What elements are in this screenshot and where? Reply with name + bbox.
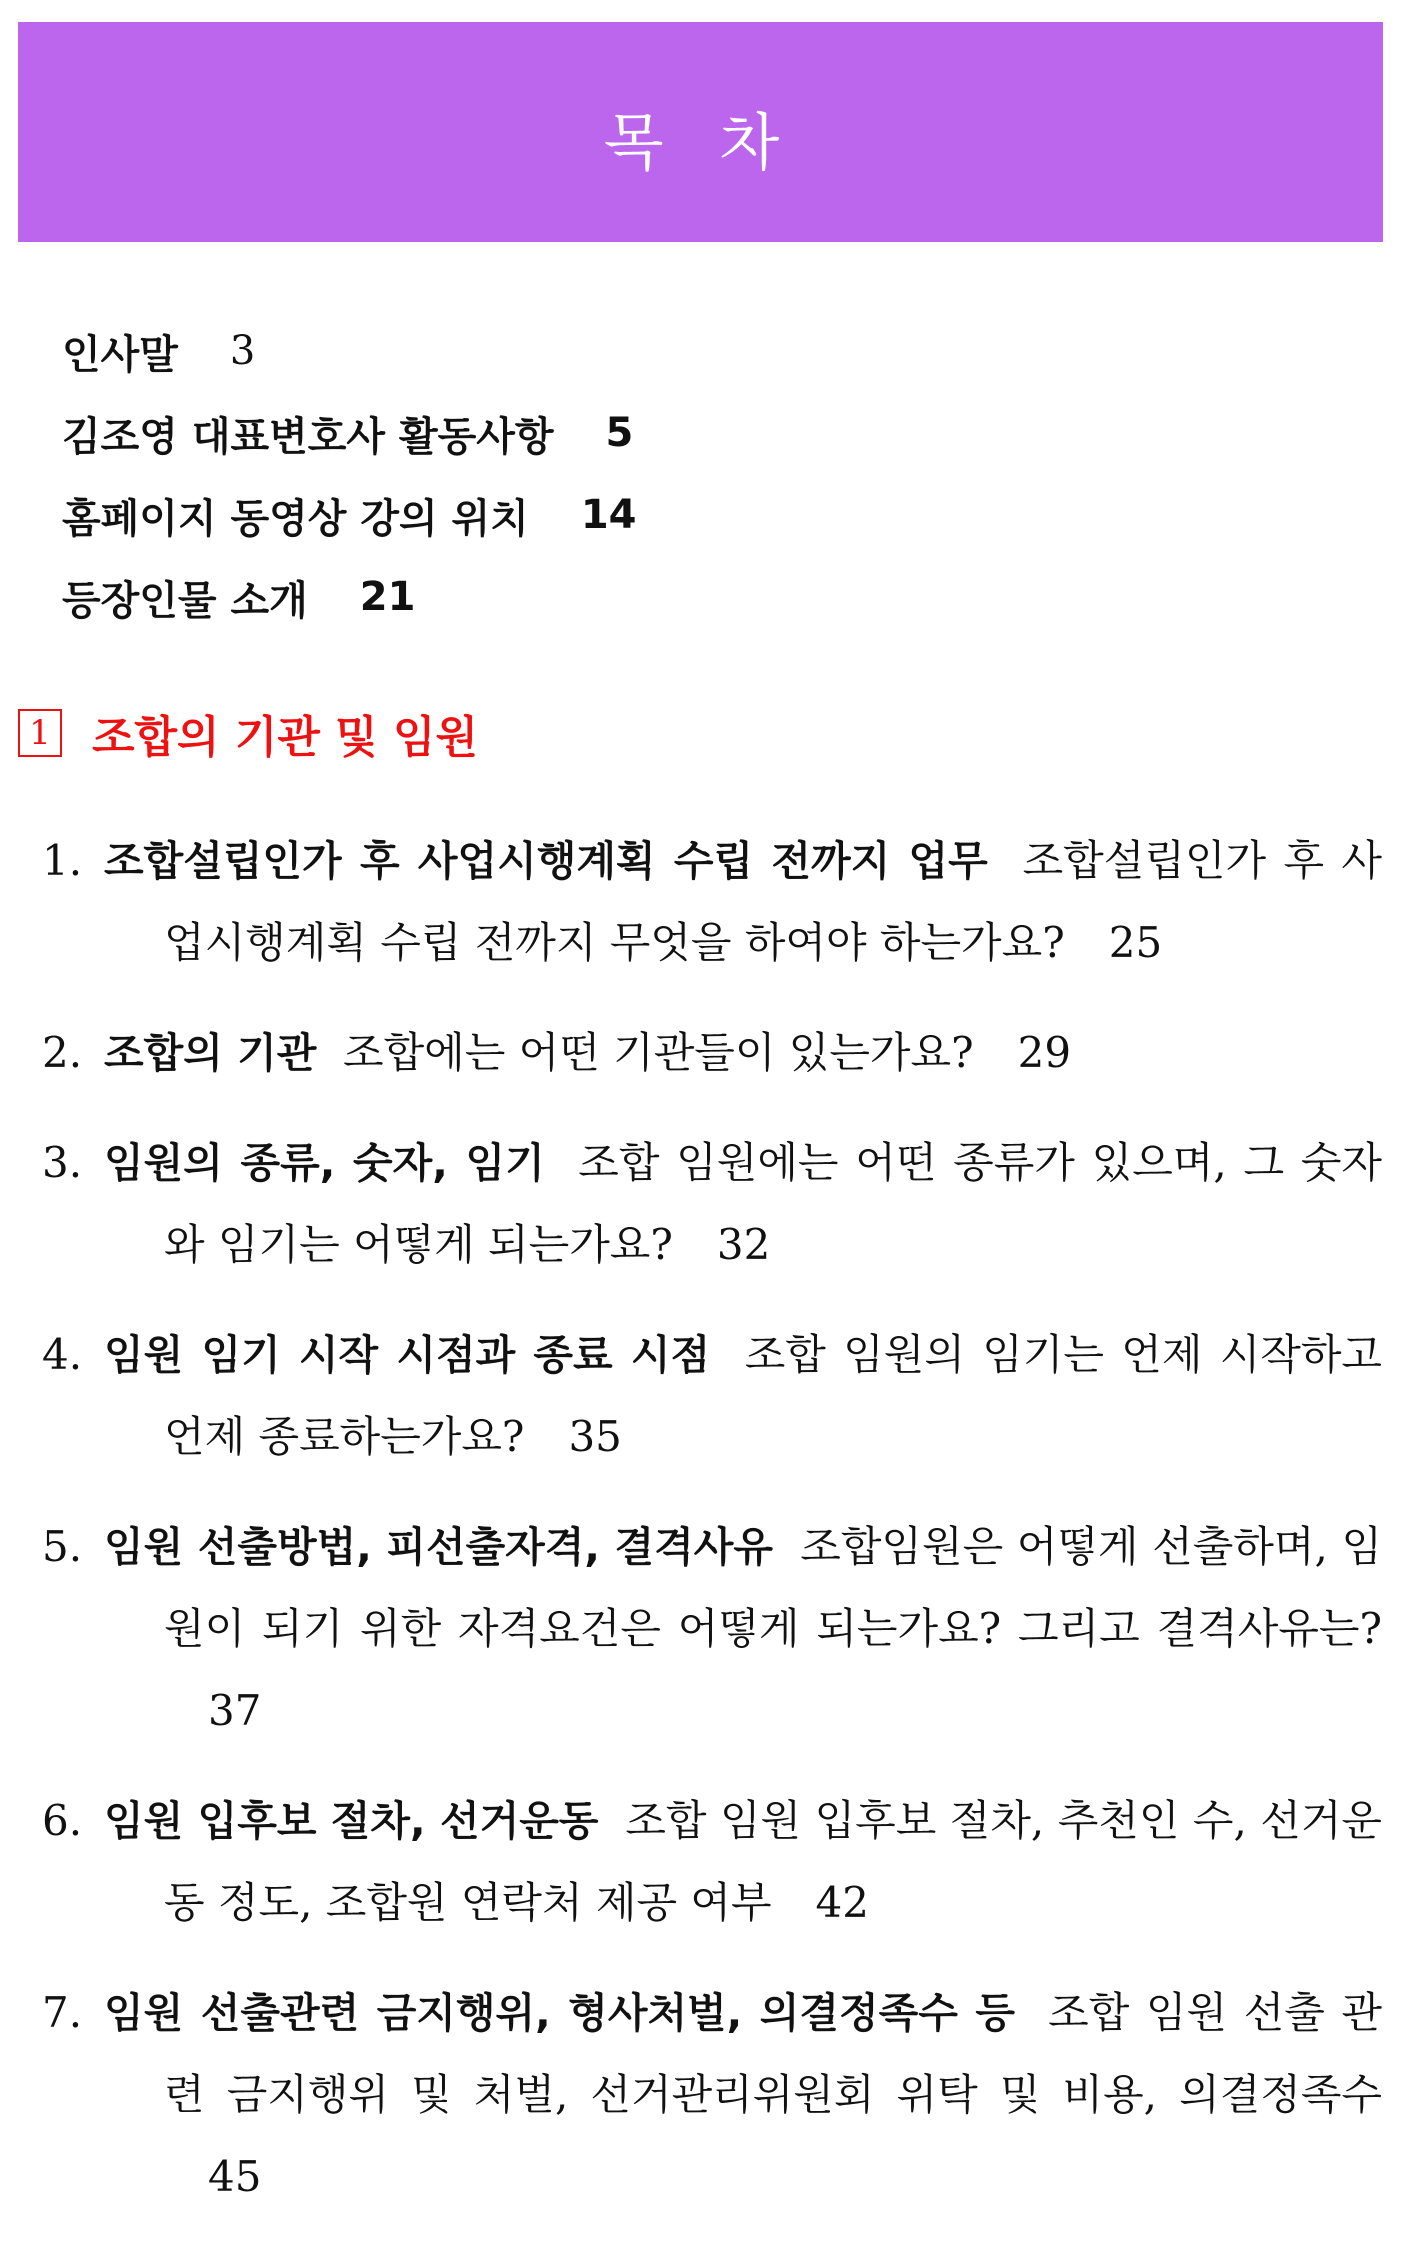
- entry-topic: 임원 선출방법, 피선출자격, 결격사유: [104, 1523, 773, 1571]
- toc-entry[interactable]: [42, 1506, 1382, 1752]
- entry-page: 35: [568, 1412, 622, 1461]
- toc-entry[interactable]: [42, 1122, 1382, 1286]
- entry-topic: 임원의 종류, 숫자, 임기: [104, 1139, 545, 1187]
- entry-number: 3.: [42, 1138, 83, 1187]
- front-matter-item[interactable]: [62, 310, 637, 392]
- front-matter-page: 21: [359, 574, 416, 620]
- entry-topic: 임원 입후보 절차, 선거운동: [104, 1797, 599, 1845]
- front-matter-page: 3: [229, 328, 256, 374]
- front-matter-item[interactable]: [62, 392, 637, 474]
- entry-page: 32: [716, 1220, 771, 1269]
- entry-number: 2.: [42, 1028, 83, 1077]
- toc-header-banner: [18, 22, 1383, 242]
- chapter-heading[interactable]: [18, 700, 478, 766]
- entry-page: 42: [815, 1878, 869, 1927]
- entry-number: 5.: [42, 1522, 83, 1571]
- front-matter-page: 14: [580, 492, 637, 538]
- entry-question: 조합에는 어떤 기관들이 있는가요?: [343, 1028, 974, 1077]
- toc-entry[interactable]: [42, 1780, 1382, 1944]
- toc-entry[interactable]: [42, 1314, 1382, 1478]
- front-matter-label: 홈페이지 동영상 강의 위치: [62, 495, 529, 542]
- chapter-number-box: 1: [18, 709, 62, 757]
- toc-entry[interactable]: [42, 1972, 1382, 2218]
- front-matter-item[interactable]: [62, 556, 637, 638]
- entry-page: 29: [1017, 1028, 1072, 1077]
- entry-number: 4.: [42, 1330, 83, 1379]
- page-title: 목 차: [603, 105, 798, 179]
- front-matter-page: 5: [605, 410, 634, 456]
- entry-question: 조합임원은 어떻게 선출하며, 임원이 되기 위한 자격요건은 어떻게 되는가요? 그리고 결격사유는?: [164, 1522, 1383, 1653]
- entry-page: 37: [208, 1686, 262, 1735]
- entry-question: 조합 임원 입후보 절차, 추천인 수, 선거운동 정도, 조합원 연락처 제공 여부: [164, 1796, 1383, 1927]
- entry-page: 25: [1108, 918, 1163, 967]
- entry-question: 조합설립인가 후 사업시행계획 수립 전까지 무엇을 하여야 하는가요?: [164, 836, 1383, 967]
- chapter-title: 조합의 기관 및 임원: [92, 712, 478, 763]
- front-matter-item[interactable]: [62, 474, 637, 556]
- entry-number: 7.: [42, 1988, 83, 2037]
- toc-entry[interactable]: [42, 1012, 1382, 1094]
- front-matter-label: 김조영 대표변호사 활동사항: [62, 413, 554, 460]
- toc-entries: [42, 820, 1382, 2246]
- entry-topic: 조합설립인가 후 사업시행계획 수립 전까지 업무: [104, 837, 988, 885]
- entry-question: 조합 임원 선출 관련 금지행위 및 처벌, 선거관리위원회 위탁 및 비용, 의결정족수: [164, 1988, 1383, 2119]
- entry-question: 조합 임원에는 어떤 종류가 있으며, 그 숫자와 임기는 어떻게 되는가요?: [164, 1138, 1382, 1269]
- entry-topic: 임원 임기 시작 시점과 종료 시점: [104, 1331, 711, 1379]
- front-matter-list: [62, 310, 637, 638]
- front-matter-label: 인사말: [62, 331, 178, 378]
- entry-number: 6.: [42, 1796, 83, 1845]
- entry-topic: 임원 선출관련 금지행위, 형사처벌, 의결정족수 등: [104, 1989, 1015, 2037]
- entry-number: 1.: [42, 836, 83, 885]
- entry-question: 조합 임원의 임기는 언제 시작하고 언제 종료하는가요?: [164, 1330, 1382, 1461]
- front-matter-label: 등장인물 소개: [62, 577, 308, 624]
- entry-page: 45: [208, 2152, 262, 2201]
- entry-topic: 조합의 기관: [104, 1029, 317, 1077]
- toc-entry[interactable]: [42, 820, 1382, 984]
